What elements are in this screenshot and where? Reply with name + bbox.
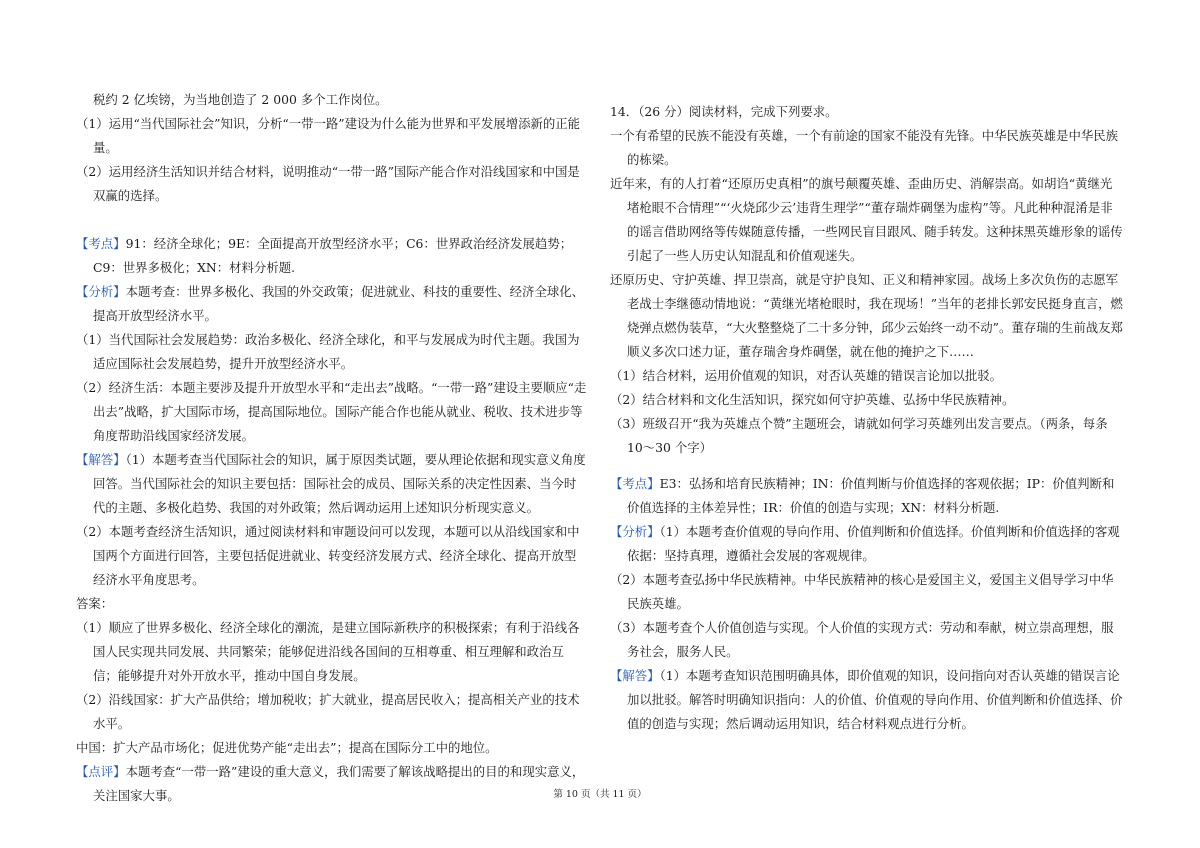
question-14-heading: 14．（26 分）阅读材料，完成下列要求。: [610, 104, 838, 119]
material-paragraph-1: 一个有希望的民族不能没有英雄，一个有前途的国家不能没有先锋。中华民族英雄是中华民族的栋梁。: [610, 128, 1119, 167]
fenxi-text: （1）本题考查价值观的导向作用、价值判断和价值选择。价值判断和价值选择的客观依据：坚持真理，遵循社会发展的客观规律。: [627, 524, 1120, 563]
answer-1: （1）顺应了世界多极化、经济全球化的潮流，是建立国际新秩序的积极探索；有利于沿线各国人民实现共同发展、共同繁荣；能够促进沿线各国间的互相尊重、相互理解和政治互信；能够提升对外开放水平，推动中国自身发展。: [76, 620, 580, 683]
answer-heading: 答案：: [76, 596, 114, 611]
jieda-tag: 【解答】: [610, 668, 660, 683]
kaodian-tag: 【考点】: [76, 236, 126, 251]
fenxi-block: [76, 280, 588, 328]
material-paragraph-3: 还原历史、守护英雄、捍卫崇高，就是守护良知、正义和精神家园。战场上多次负伤的志愿军老战士李继德动情地说：“黄继光堵枪眼时，我在现场！”当年的老排长郭安民挺身直言，燃烧弹点燃伪装草，“大火整整烧了二十多分钟，邱少云始终一动不动”。董存瑞的生前战友郑顺义多次口述力证，董存瑞舍身炸碉堡，就在他的掩护之下……: [610, 272, 1123, 359]
answer-3: 中国：扩大产品市场化；促进优势产能“走出去”；提高在国际分工中的地位。: [76, 740, 498, 755]
question-1: （1）运用“当代国际社会”知识，分析“一带一路”建设为什么能为世界和平发展增添新的正能量。: [76, 116, 581, 155]
jieda-text: （1）本题考查知识范围明确具体，即价值观的知识，设问指向对否认英雄的错误言论加以批驳。解答时明确知识指向：人的价值、价值观的导向作用、价值判断和价值选择、价值的创造与实现；然后调动运用知识，结合材料观点进行分析。: [627, 668, 1123, 731]
kaodian-text: 91：经济全球化；9E：全面提高开放型经济水平；C6：世界政治经济发展趋势；C9：世界多极化；XN：材料分析题.: [93, 236, 573, 275]
jieda-text-1: （1）本题考查当代国际社会的知识，属于原因类试题，要从理论依据和现实意义角度回答。当代国际社会的知识主要包括：国际社会的成员、国际关系的决定性因素、当今时代的主题、多极化趋势、我国的对外政策；然后调动运用上述知识分析现实意义。: [93, 452, 586, 515]
fenxi-tag: 【分析】: [610, 524, 660, 539]
fenxi-text: 本题考查：世界多极化、我国的外交政策；促进就业、科技的重要性、经济全球化、提高开放型经济水平。: [93, 284, 585, 323]
right-column: [610, 88, 1124, 736]
kaodian-block: [610, 472, 1124, 520]
jieda-block: [610, 664, 1124, 736]
fenxi-block: [610, 520, 1124, 568]
kaodian-tag: 【考点】: [610, 476, 660, 491]
fenxi-point-3: （3）本题考查个人价值创造与实现。个人价值的实现方式：劳动和奉献，树立崇高理想，服务社会，服务人民。: [610, 620, 1114, 659]
material-paragraph-2: 近年来，有的人打着“还原历史真相”的旗号颠覆英雄、歪曲历史、消解崇高。如胡诌“黄继光堵枪眼不合情理”“‘火烧邱少云’违背生理学”“董存瑞炸碉堡为虚构”等。凡此种种混淆是非的谣言借助网络等传媒随意传播，一些网民盲目跟风、随手转发。这种抹黑英雄形象的谣传引起了一些人历史认知混乱和价值观迷失。: [610, 176, 1123, 263]
left-column: [76, 88, 588, 808]
answer-2: （2）沿线国家：扩大产品供给；增加税收；扩大就业，提高居民收入；提高相关产业的技术水平。: [76, 692, 580, 731]
requirement-1: （1）结合材料，运用价值观的知识，对否认英雄的错误言论加以批驳。: [610, 368, 1002, 383]
dianping-text: 本题考查“一带一路”建设的重大意义，我们需要了解该战略提出的目的和现实意义，关注国家大事。: [93, 764, 585, 803]
fenxi-point-2: （2）本题考查弘扬中华民族精神。中华民族精神的核心是爱国主义，爱国主义倡导学习中华民族英雄。: [610, 572, 1114, 611]
dianping-block: [76, 760, 588, 808]
jieda-block: [76, 448, 588, 520]
material-tail: 税约 2 亿埃镑，为当地创造了 2 000 多个工作岗位。: [93, 92, 388, 107]
kaodian-text: E3：弘扬和培育民族精神；IN：价值判断与价值选择的客观依据；IP：价值判断和价值选择的主体差异性；IR：价值的创造与实现；XN：材料分析题.: [627, 476, 1115, 515]
requirement-2: （2）结合材料和文化生活知识，探究如何守护英雄、弘扬中华民族精神。: [610, 392, 1015, 407]
requirement-3: （3）班级召开“我为英雄点个赞”主题班会，请就如何学习英雄列出发言要点。（两条，每条 10～30 个字）: [610, 416, 1108, 455]
jieda-point-2: （2）本题考查经济生活知识，通过阅读材料和审题设问可以发现，本题可以从沿线国家和中国两个方面进行回答，主要包括促进就业、转变经济发展方式、经济全球化、提高开放型经济水平角度思考。: [76, 524, 580, 587]
jieda-tag: 【解答】: [76, 452, 126, 467]
dianping-tag: 【点评】: [76, 764, 126, 779]
fenxi-point-2: （2）经济生活：本题主要涉及提升开放型水平和“走出去”战略。“一带一路”建设主要顺应“走出去”战略，扩大国际市场，提高国际地位。国际产能合作也能从就业、税收、技术进步等角度帮助沿线国家经济发展。: [76, 380, 587, 443]
kaodian-block: [76, 232, 588, 280]
fenxi-tag: 【分析】: [76, 284, 126, 299]
page-footer: 第 10 页（共 11 页）: [553, 789, 647, 800]
question-2: （2）运用经济生活知识并结合材料，说明推动“一带一路”国际产能合作对沿线国家和中国是双赢的选择。: [76, 164, 580, 203]
fenxi-point-1: （1）当代国际社会发展趋势：政治多极化、经济全球化，和平与发展成为时代主题。我国为适应国际社会发展趋势，提升开放型经济水平。: [76, 332, 580, 371]
